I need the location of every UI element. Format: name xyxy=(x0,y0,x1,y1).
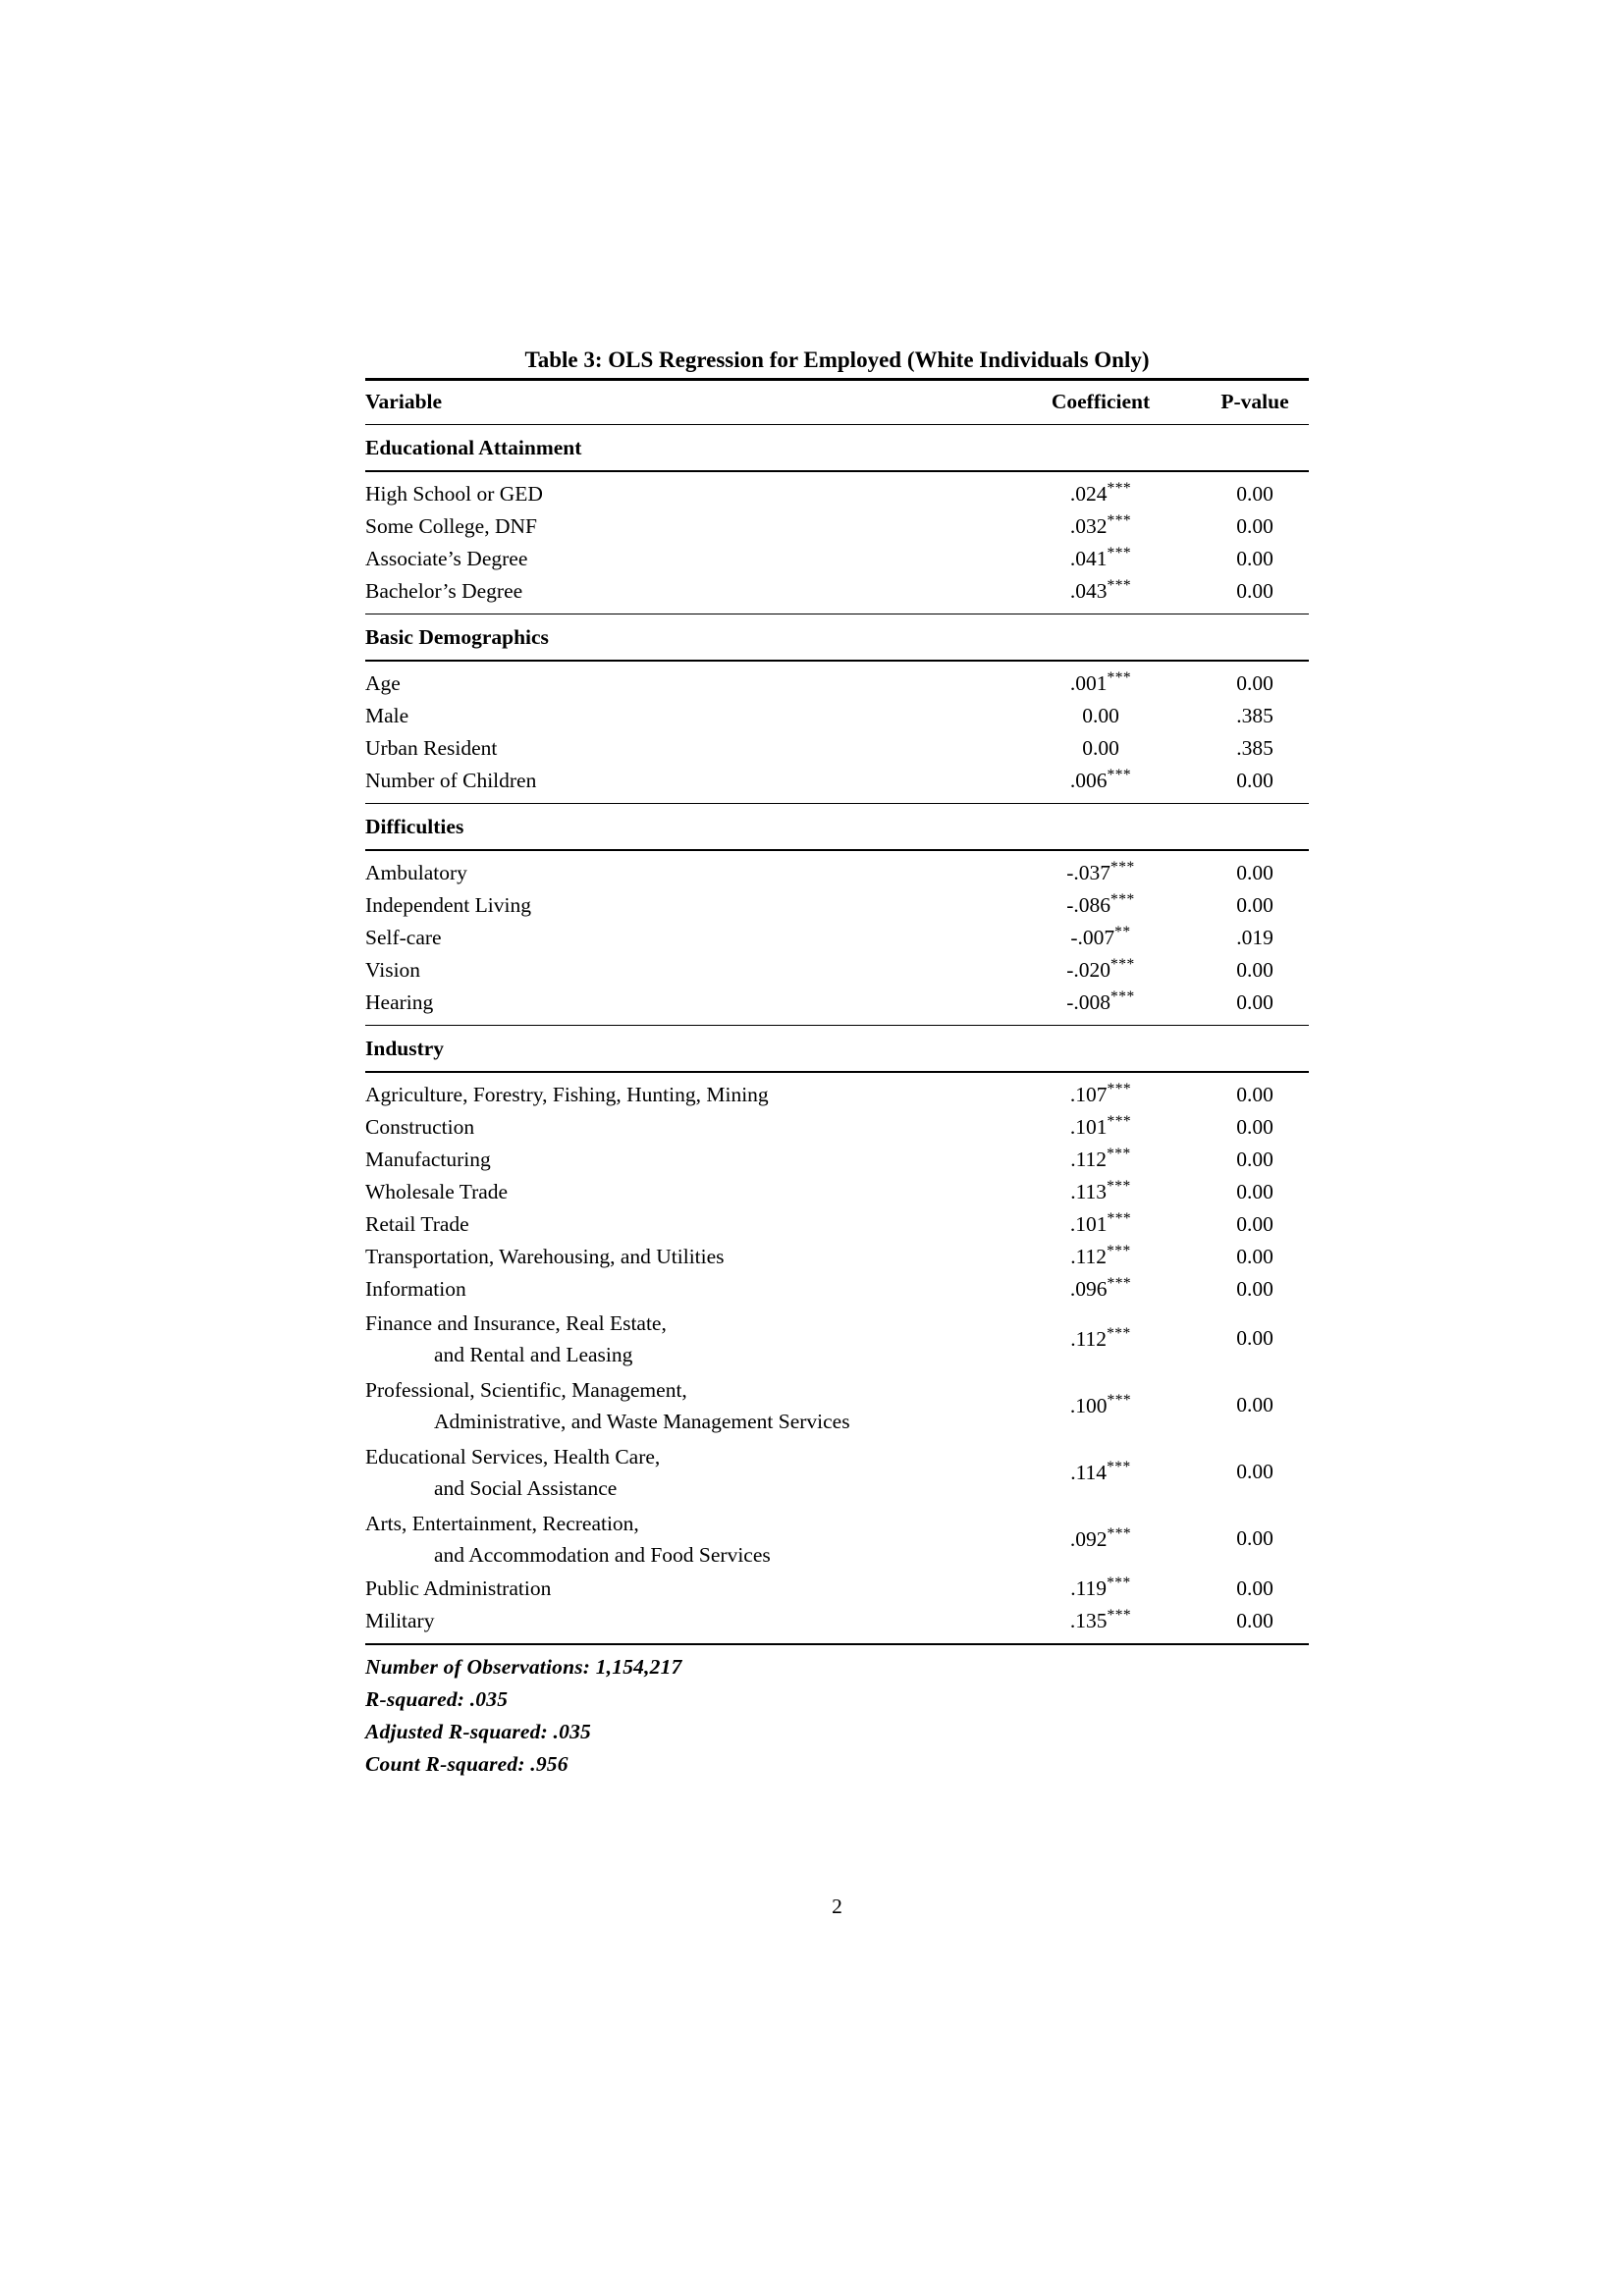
variable-label-line: Independent Living xyxy=(365,893,531,917)
variable-label-line: Wholesale Trade xyxy=(365,1180,509,1203)
coefficient-number: 0.00 xyxy=(1082,735,1119,760)
variable-label-line: Bachelor’s Degree xyxy=(365,579,523,603)
variable-label-line: Some College, DNF xyxy=(365,514,537,538)
significance-stars: *** xyxy=(1107,1113,1132,1131)
significance-stars: *** xyxy=(1107,1575,1131,1592)
p-value: 0.00 xyxy=(1236,578,1273,603)
coefficient-number: .032 xyxy=(1069,514,1108,539)
table-row xyxy=(365,1273,1309,1306)
p-value: 0.00 xyxy=(1236,1114,1273,1139)
variable-label-line: Military xyxy=(365,1609,435,1632)
p-value: 0.00 xyxy=(1236,513,1273,538)
coefficient-value xyxy=(1001,859,1201,885)
p-value: 0.00 xyxy=(1236,1393,1273,1416)
coefficient-number: -.020 xyxy=(1066,958,1111,983)
coefficient-value xyxy=(1001,577,1201,604)
coefficient-number: .112 xyxy=(1070,1245,1108,1269)
note-line: Count R-squared: .956 xyxy=(365,1752,568,1776)
coefficient-value xyxy=(1001,1607,1201,1633)
significance-stars: *** xyxy=(1107,1607,1132,1625)
coefficient-value xyxy=(1001,1146,1201,1172)
variable-label-line: Vision xyxy=(365,958,421,982)
p-value: 0.00 xyxy=(1236,860,1273,884)
coefficient-number: .135 xyxy=(1069,1609,1108,1633)
table-row xyxy=(365,543,1309,575)
coefficient-value xyxy=(1001,956,1201,983)
coefficient-number: -.086 xyxy=(1066,893,1111,918)
variable-label xyxy=(365,1573,1001,1604)
p-value: 0.00 xyxy=(1236,1244,1273,1268)
table-notes xyxy=(365,1651,1309,1781)
variable-label-line: Public Administration xyxy=(365,1576,552,1600)
p-value: 0.00 xyxy=(1236,957,1273,982)
significance-stars: *** xyxy=(1107,669,1132,687)
coefficient-value xyxy=(1001,988,1201,1015)
variable-label xyxy=(365,732,1001,764)
coefficient-value xyxy=(1001,1113,1201,1140)
variable-label-line: Transportation, Warehousing, and Utilities xyxy=(365,1245,725,1268)
significance-stars: *** xyxy=(1107,1458,1131,1475)
variable-label-line: Number of Children xyxy=(365,769,537,792)
variable-label xyxy=(365,1308,1001,1370)
variable-label-line: Male xyxy=(365,704,409,727)
coefficient-value xyxy=(1001,767,1201,793)
variable-label-line: Educational Services, Health Care, xyxy=(365,1444,661,1468)
variable-label xyxy=(365,1241,1001,1272)
coefficient-value xyxy=(1001,891,1201,918)
variable-label xyxy=(365,1605,1001,1636)
variable-label xyxy=(365,700,1001,731)
coefficient-value xyxy=(1001,545,1201,571)
p-value: 0.00 xyxy=(1236,989,1273,1014)
table-row xyxy=(365,1573,1309,1605)
table-row xyxy=(365,1208,1309,1241)
coefficient-value xyxy=(1001,1081,1201,1107)
variable-label-line: Professional, Scientific, Management, xyxy=(365,1377,687,1402)
table-body xyxy=(365,425,1309,1643)
coefficient-value xyxy=(1001,1275,1201,1302)
variable-label-line: Self-care xyxy=(365,926,442,949)
variable-label-line: Information xyxy=(365,1277,466,1301)
table-header-row xyxy=(365,381,1309,424)
variable-label-line: Urban Resident xyxy=(365,736,498,760)
coefficient-number: -.007 xyxy=(1070,926,1115,950)
variable-label xyxy=(365,1079,1001,1110)
p-value: .385 xyxy=(1236,735,1273,760)
p-value: 0.00 xyxy=(1236,1179,1273,1203)
section-rows xyxy=(365,1073,1309,1643)
variable-label-line: Agriculture, Forestry, Fishing, Hunting, Mining xyxy=(365,1083,769,1106)
coefficient-value xyxy=(1001,704,1201,728)
variable-label xyxy=(365,987,1001,1018)
table-row xyxy=(365,732,1309,765)
table-row xyxy=(365,889,1309,922)
significance-stars: *** xyxy=(1107,1243,1131,1260)
note-line: Number of Observations: 1,154,217 xyxy=(365,1655,682,1679)
table-row xyxy=(365,700,1309,732)
coefficient-value xyxy=(1001,1392,1201,1418)
coefficient-number: .101 xyxy=(1069,1115,1108,1140)
significance-stars: *** xyxy=(1107,1275,1132,1293)
coefficient-number: .101 xyxy=(1069,1212,1108,1237)
column-header-variable: Variable xyxy=(365,390,443,413)
variable-label xyxy=(365,510,1001,542)
variable-label-line: Age xyxy=(365,671,401,695)
coefficient-value xyxy=(1001,480,1201,507)
coefficient-number: .112 xyxy=(1070,1148,1108,1172)
significance-stars: *** xyxy=(1107,512,1132,530)
p-value: 0.00 xyxy=(1236,670,1273,695)
table-row xyxy=(365,1079,1309,1111)
variable-label-line: Associate’s Degree xyxy=(365,547,528,570)
coefficient-number: -.008 xyxy=(1066,990,1111,1015)
coefficient-number: .001 xyxy=(1069,671,1108,696)
p-value: 0.00 xyxy=(1236,1460,1273,1483)
coefficient-number: .096 xyxy=(1069,1277,1108,1302)
table-bottom-rule xyxy=(365,1643,1309,1646)
coefficient-value xyxy=(1001,1575,1201,1601)
variable-label-line: Manufacturing xyxy=(365,1148,491,1171)
variable-label xyxy=(365,889,1001,921)
p-value: 0.00 xyxy=(1236,546,1273,570)
p-value: 0.00 xyxy=(1236,1276,1273,1301)
variable-label xyxy=(365,1176,1001,1207)
section-rows xyxy=(365,851,1309,1025)
significance-stars: *** xyxy=(1110,988,1135,1006)
regression-table xyxy=(365,346,1309,1781)
significance-stars: ** xyxy=(1114,924,1131,941)
p-value: 0.00 xyxy=(1236,892,1273,917)
p-value: 0.00 xyxy=(1236,1147,1273,1171)
significance-stars: *** xyxy=(1107,767,1132,784)
p-value: 0.00 xyxy=(1236,1211,1273,1236)
p-value: 0.00 xyxy=(1236,768,1273,792)
variable-label xyxy=(365,575,1001,607)
significance-stars: *** xyxy=(1110,859,1135,877)
coefficient-value xyxy=(1001,924,1201,950)
section-rows xyxy=(365,472,1309,614)
section-header: Educational Attainment xyxy=(365,435,582,459)
variable-label-line: Construction xyxy=(365,1115,475,1139)
variable-label xyxy=(365,1374,1001,1437)
coefficient-number: .092 xyxy=(1069,1527,1108,1552)
section-header: Industry xyxy=(365,1036,445,1060)
coefficient-value xyxy=(1001,736,1201,761)
coefficient-value xyxy=(1001,1525,1201,1552)
variable-label xyxy=(365,1508,1001,1571)
table-title: Table 3: OLS Regression for Employed (White Individuals Only) xyxy=(524,347,1150,372)
variable-label xyxy=(365,1273,1001,1305)
variable-label-continuation: and Rental and Leasing xyxy=(434,1342,633,1366)
coefficient-number: .112 xyxy=(1070,1327,1108,1352)
significance-stars: *** xyxy=(1107,577,1132,595)
table-row xyxy=(365,1605,1309,1637)
table-row xyxy=(365,1372,1309,1439)
variable-label-continuation: Administrative, and Waste Management Services xyxy=(434,1409,850,1433)
table-row xyxy=(365,478,1309,510)
variable-label-line: High School or GED xyxy=(365,482,543,506)
section-header: Difficulties xyxy=(365,814,464,838)
table-row xyxy=(365,1241,1309,1273)
coefficient-value xyxy=(1001,1243,1201,1269)
coefficient-number: .043 xyxy=(1069,579,1108,604)
table-row xyxy=(365,987,1309,1019)
p-value: 0.00 xyxy=(1236,481,1273,506)
coefficient-number: .119 xyxy=(1070,1576,1108,1601)
p-value: 0.00 xyxy=(1236,1326,1273,1350)
variable-label-line: Ambulatory xyxy=(365,861,467,884)
variable-label-line: Hearing xyxy=(365,990,434,1014)
table-row xyxy=(365,857,1309,889)
coefficient-number: -.037 xyxy=(1066,861,1111,885)
table-row xyxy=(365,954,1309,987)
variable-label-line: Retail Trade xyxy=(365,1212,469,1236)
variable-label xyxy=(365,765,1001,796)
table-row xyxy=(365,1306,1309,1372)
variable-label-line: Arts, Entertainment, Recreation, xyxy=(365,1511,639,1535)
table-row xyxy=(365,922,1309,954)
coefficient-value xyxy=(1001,1178,1201,1204)
coefficient-number: 0.00 xyxy=(1082,703,1119,727)
p-value: 0.00 xyxy=(1236,1575,1273,1600)
variable-label xyxy=(365,478,1001,509)
coefficient-number: .107 xyxy=(1069,1083,1108,1107)
table-row xyxy=(365,667,1309,700)
p-value: 0.00 xyxy=(1236,1082,1273,1106)
variable-label xyxy=(365,922,1001,953)
p-value: .385 xyxy=(1236,703,1273,727)
significance-stars: *** xyxy=(1107,1324,1131,1342)
significance-stars: *** xyxy=(1107,1391,1132,1409)
variable-label xyxy=(365,543,1001,574)
coefficient-number: .113 xyxy=(1070,1180,1108,1204)
coefficient-value xyxy=(1001,1459,1201,1485)
variable-label xyxy=(365,954,1001,986)
section-header: Basic Demographics xyxy=(365,624,549,649)
variable-label xyxy=(365,1144,1001,1175)
coefficient-value xyxy=(1001,512,1201,539)
significance-stars: *** xyxy=(1107,1146,1131,1163)
column-header-coefficient: Coefficient xyxy=(1051,390,1151,413)
table-row xyxy=(365,1506,1309,1573)
coefficient-value xyxy=(1001,1210,1201,1237)
significance-stars: *** xyxy=(1110,891,1135,909)
significance-stars: *** xyxy=(1107,1081,1132,1098)
coefficient-number: .114 xyxy=(1070,1461,1108,1485)
coefficient-number: .006 xyxy=(1069,769,1108,793)
variable-label xyxy=(365,1111,1001,1143)
note-line: Adjusted R-squared: .035 xyxy=(365,1720,591,1743)
variable-label xyxy=(365,1441,1001,1504)
variable-label-line: Finance and Insurance, Real Estate, xyxy=(365,1310,667,1335)
significance-stars: *** xyxy=(1107,1524,1132,1542)
variable-label xyxy=(365,857,1001,888)
significance-stars: *** xyxy=(1107,1210,1132,1228)
p-value: 0.00 xyxy=(1236,1608,1273,1632)
variable-label-continuation: and Social Assistance xyxy=(434,1475,618,1500)
variable-label xyxy=(365,667,1001,699)
table-row xyxy=(365,1439,1309,1506)
table-row xyxy=(365,510,1309,543)
coefficient-number: .024 xyxy=(1069,482,1108,507)
variable-label-continuation: and Accommodation and Food Services xyxy=(434,1542,771,1567)
note-line: R-squared: .035 xyxy=(365,1687,509,1711)
table-row xyxy=(365,1176,1309,1208)
table-row xyxy=(365,765,1309,797)
coefficient-value xyxy=(1001,669,1201,696)
p-value: 0.00 xyxy=(1236,1526,1273,1550)
significance-stars: *** xyxy=(1107,480,1132,498)
coefficient-value xyxy=(1001,1325,1201,1352)
table-row xyxy=(365,575,1309,608)
coefficient-number: .041 xyxy=(1069,547,1108,571)
coefficient-number: .100 xyxy=(1069,1394,1108,1418)
variable-label xyxy=(365,1208,1001,1240)
page-number: 2 xyxy=(832,1895,842,1918)
column-header-pvalue: P-value xyxy=(1220,390,1289,413)
table-row xyxy=(365,1111,1309,1144)
table-row xyxy=(365,1144,1309,1176)
significance-stars: *** xyxy=(1107,1178,1131,1196)
p-value: .019 xyxy=(1236,925,1273,949)
section-rows xyxy=(365,662,1309,803)
significance-stars: *** xyxy=(1110,956,1135,974)
significance-stars: *** xyxy=(1107,545,1132,562)
